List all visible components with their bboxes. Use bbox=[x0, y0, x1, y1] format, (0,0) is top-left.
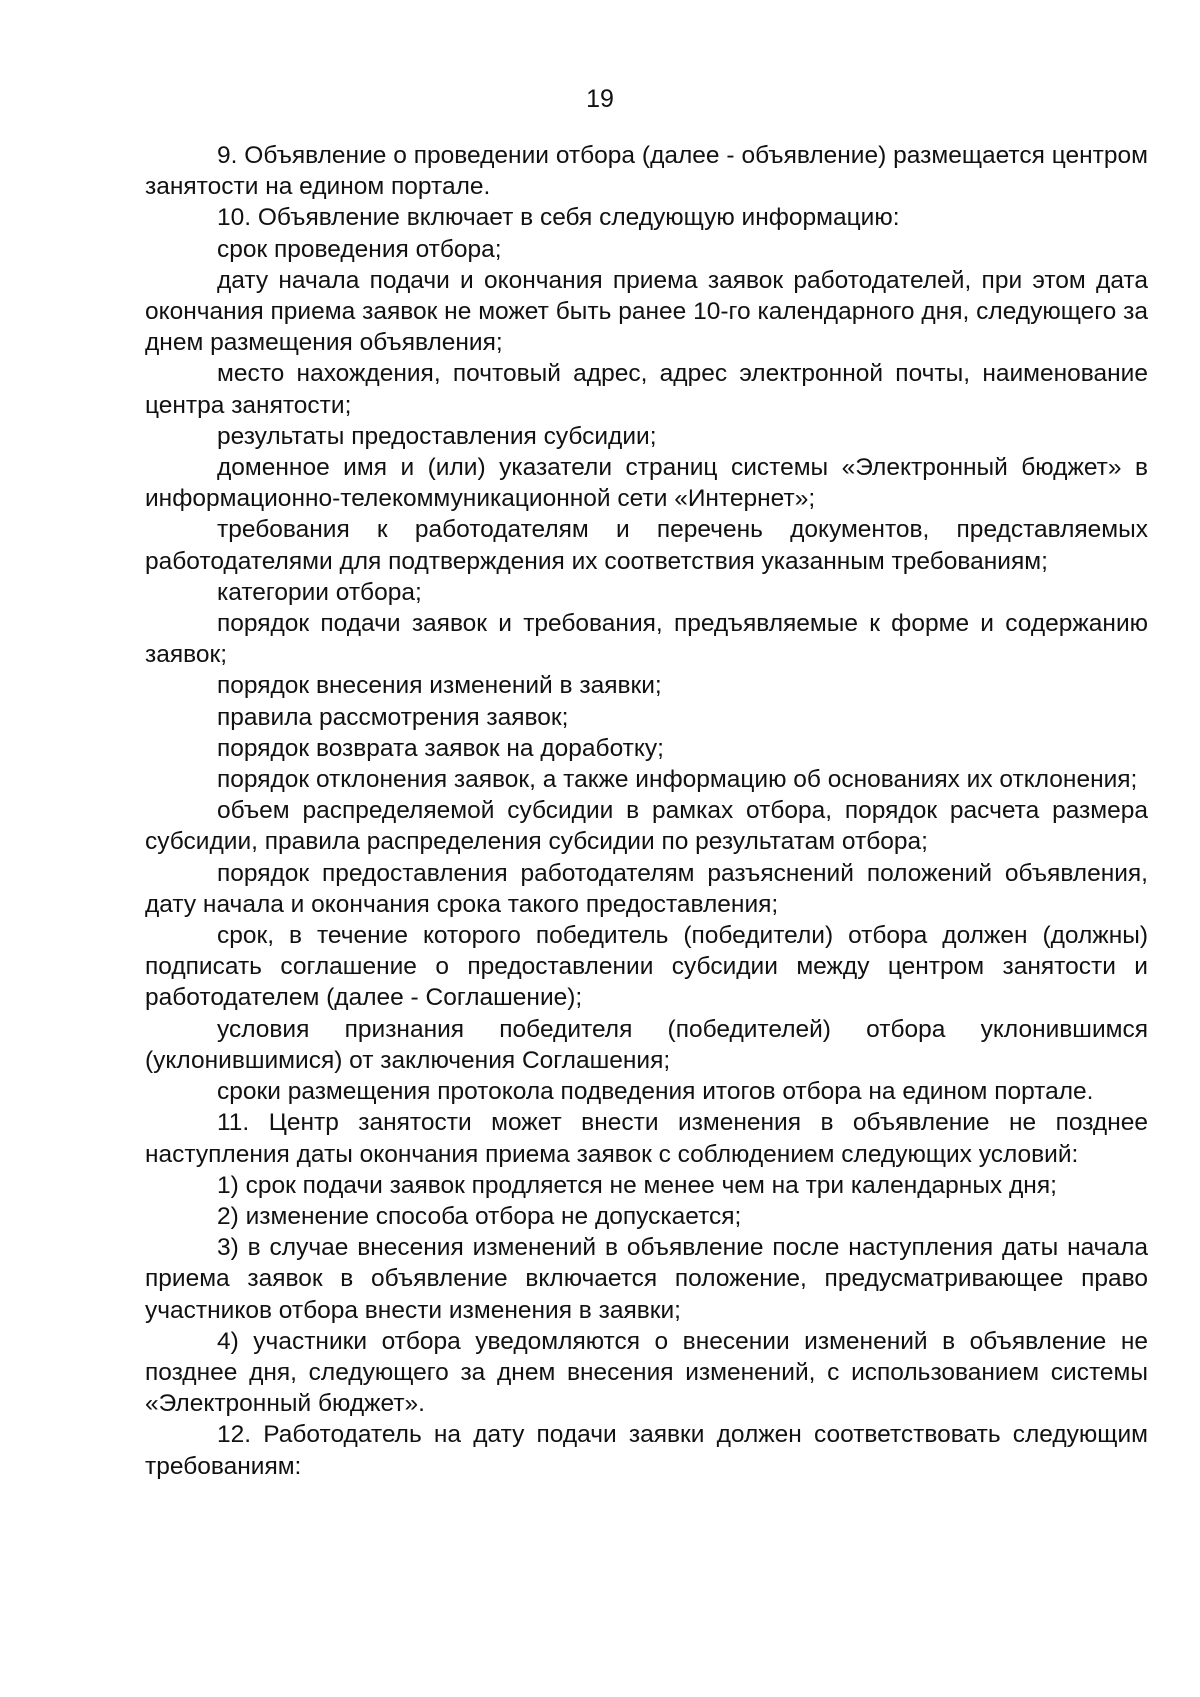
list-item: порядок предоставления работодателям разъяснений положений объявления, дату начала и окончания срока такого предоставления; bbox=[145, 859, 1148, 918]
list-item: порядок подачи заявок и требования, предъявляемые к форме и содержанию заявок; bbox=[145, 610, 1148, 669]
paragraph-9: 9. Объявление о проведении отбора (далее - объявление) размещается центром занятости на едином портале. bbox=[145, 142, 1148, 201]
list-item: категории отбора; bbox=[217, 578, 422, 606]
list-item: требования к работодателям и перечень документов, представляемых работодателями для подтверждения их соответствия указанным требованиям; bbox=[145, 516, 1148, 575]
list-item: срок проведения отбора; bbox=[217, 235, 502, 263]
list-item: правила рассмотрения заявок; bbox=[217, 703, 569, 731]
list-item: порядок внесения изменений в заявки; bbox=[217, 672, 662, 700]
list-item: объем распределяемой субсидии в рамках отбора, порядок расчета размера субсидии, правила распределения субсидии по результатам отбора; bbox=[145, 797, 1148, 856]
list-item: место нахождения, почтовый адрес, адрес электронной почты, наименование центра занятости; bbox=[145, 360, 1148, 419]
list-item: дату начала подачи и окончания приема заявок работодателей, при этом дата окончания приема заявок не может быть ранее 10-го календарного дня, следующего за днем размещения объявления; bbox=[145, 266, 1148, 357]
list-item: срок, в течение которого победитель (победители) отбора должен (должны) подписать соглашение о предоставлении субсидии между центром занятости и работодателем (далее - Соглашение); bbox=[145, 922, 1148, 1012]
list-item: порядок отклонения заявок, а также информацию об основаниях их отклонения; bbox=[217, 766, 1138, 794]
list-item: условия признания победителя (победителей) отбора уклонившимся (уклонившимися) от заключения Соглашения; bbox=[145, 1015, 1148, 1074]
numbered-item-4: 4) участники отбора уведомляются о внесении изменений в объявление не позднее дня, следующего за днем внесения изменений, с использованием системы «Электронный бюджет». bbox=[145, 1327, 1148, 1418]
list-item: сроки размещения протокола подведения итогов отбора на едином портале. bbox=[217, 1078, 1094, 1106]
list-item: порядок возврата заявок на доработку; bbox=[217, 734, 664, 762]
list-item: результаты предоставления субсидии; bbox=[217, 422, 657, 450]
document-body bbox=[145, 140, 1148, 1482]
paragraph-11: 11. Центр занятости может внести изменения в объявление не позднее наступления даты окончания приема заявок с соблюдением следующих условий: bbox=[145, 1109, 1148, 1168]
page-number: 19 bbox=[586, 85, 614, 113]
numbered-item-1: 1) срок подачи заявок продляется не менее чем на три календарных дня; bbox=[217, 1171, 1057, 1199]
numbered-item-2: 2) изменение способа отбора не допускается; bbox=[217, 1202, 742, 1230]
numbered-item-3: 3) в случае внесения изменений в объявление после наступления даты начала приема заявок в объявление включается положение, предусматривающее право участников отбора внести изменения в заявки; bbox=[145, 1234, 1148, 1324]
list-item: доменное имя и (или) указатели страниц системы «Электронный бюджет» в информационно-телекоммуникационной сети «Интернет»; bbox=[145, 454, 1148, 513]
paragraph-12: 12. Работодатель на дату подачи заявки должен соответствовать следующим требованиям: bbox=[145, 1421, 1148, 1480]
paragraph-10: 10. Объявление включает в себя следующую информацию: bbox=[217, 204, 900, 232]
